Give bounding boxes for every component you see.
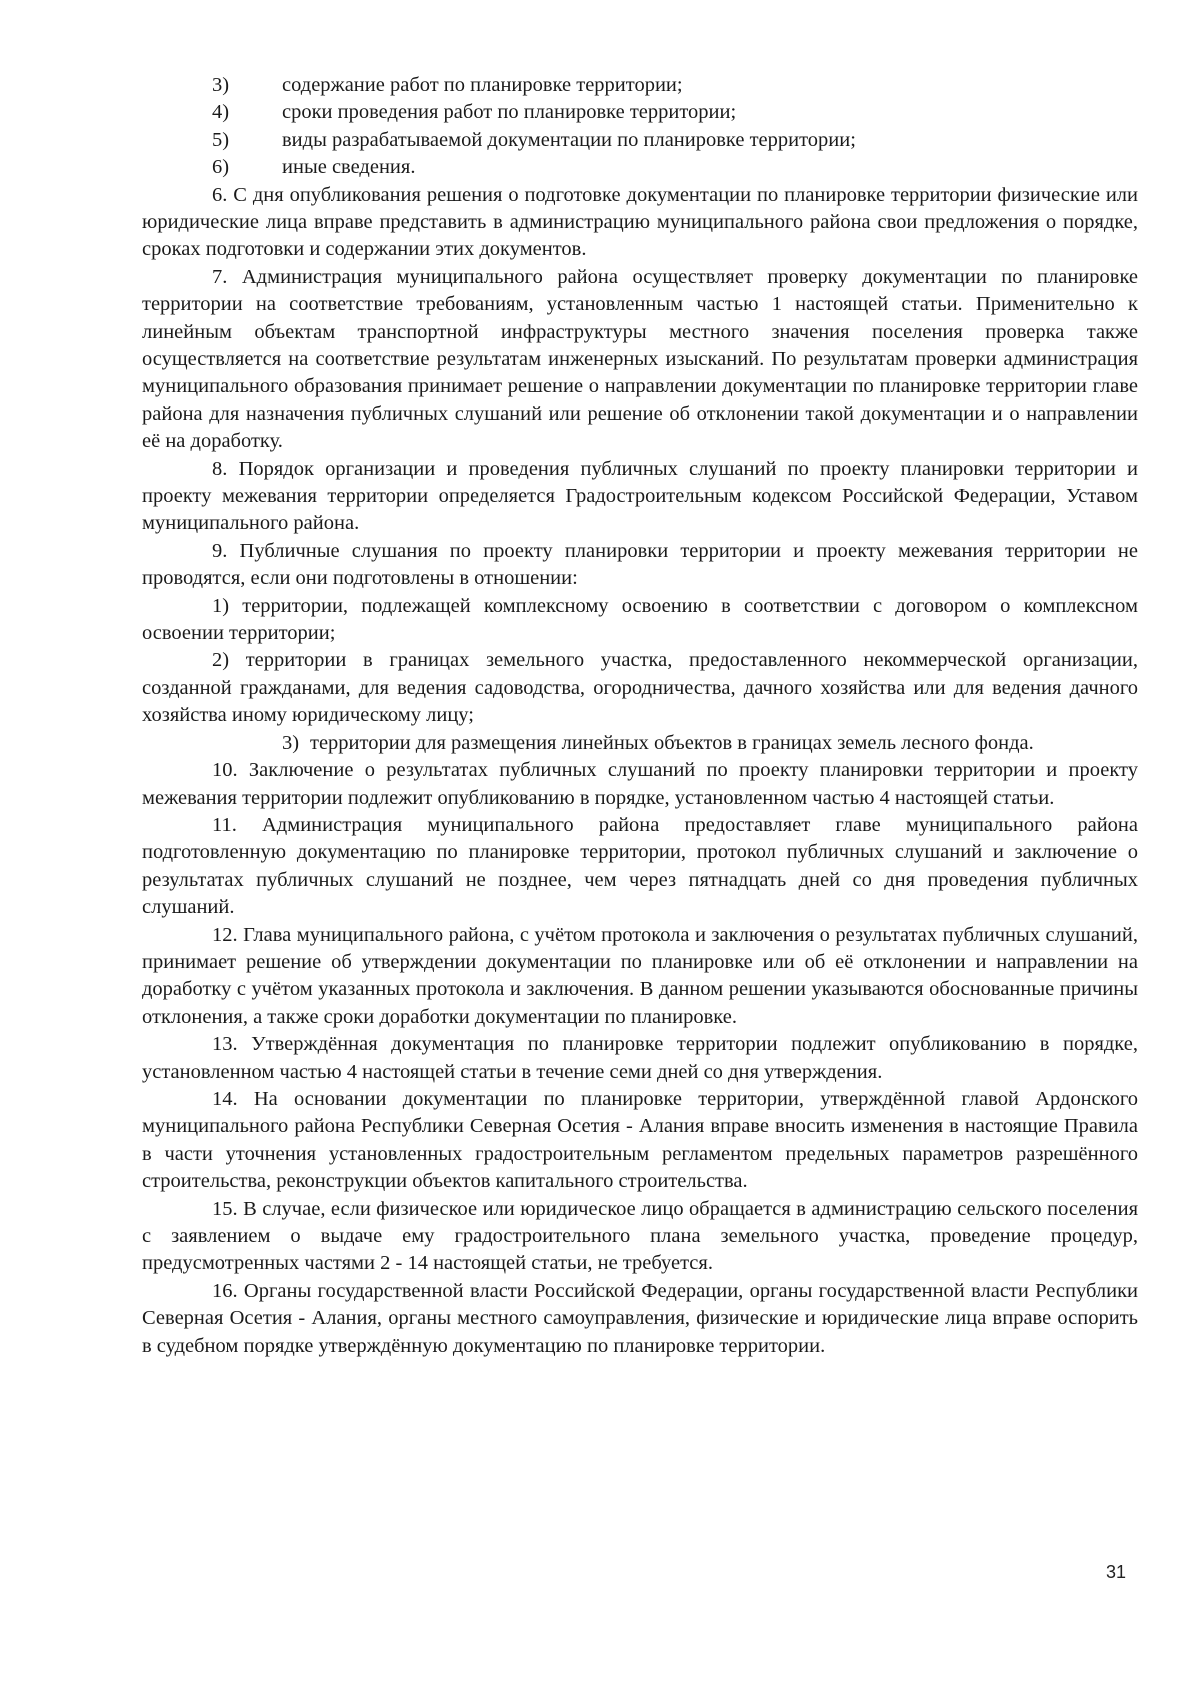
paragraph-9-item-3-number: 3) — [282, 731, 300, 754]
list-item-number: 3) — [212, 74, 230, 96]
paragraph-9-item-1: 1) территории, подлежащей комплексному освоению в соответствии с договором о комплексном освоении территории; — [142, 594, 1138, 645]
paragraph-8: 8. Порядок организации и проведения публичных слушаний по проекту планировки территории и проекту межевания территории определяется Градостроительным кодексом Российской Федерации, Уставом муниципального района. — [142, 457, 1138, 535]
document-page — [142, 72, 1138, 1360]
list-item-text: виды разрабатываемой документации по планировке территории; — [282, 128, 856, 151]
paragraph-15: 15. В случае, если физическое или юридическое лицо обращается в администрацию сельского поселения с заявлением о выдаче ему градостроительного плана земельного участка, проведение процедур, предусмотренных частями 2 - 14 настоящей статьи, не требуется. — [142, 1197, 1138, 1275]
list-item — [142, 154, 1138, 181]
paragraph-14: 14. На основании документации по планировке территории, утверждённой главой Ардонского муниципального района Республики Северная Осетия - Алания вправе вносить изменения в настоящие Правила в части уточнения установленных градостроительным регламентом предельных параметров разрешённого строительства, реконструкции объектов капитального строительства. — [142, 1087, 1138, 1193]
list-item — [142, 99, 1138, 126]
paragraph-6: 6. С дня опубликования решения о подготовке документации по планировке территории физические или юридические лица вправе представить в администрацию муниципального района свои предложения о порядке, сроках подготовки и содержании этих документов. — [142, 183, 1138, 261]
paragraph-16: 16. Органы государственной власти Российской Федерации, органы государственной власти Республики Северная Осетия - Алания, органы местного самоуправления, физические и юридические лица вправе оспорить в судебном порядке утверждённую документацию по планировке территории. — [142, 1279, 1138, 1357]
list-item-text: сроки проведения работ по планировке территории; — [282, 101, 737, 124]
paragraph-11: 11. Администрация муниципального района предоставляет главе муниципального района подготовленную документацию по планировке территории, протокол публичных слушаний и заключение о результатах публичных слушаний не позднее, чем через пятнадцать дней со дня проведения публичных слушаний. — [142, 813, 1138, 919]
list-item-text: содержание работ по планировке территории; — [282, 74, 683, 96]
page-number: 31 — [1106, 1562, 1127, 1582]
paragraph-10: 10. Заключение о результатах публичных слушаний по проекту планировки территории и проекту межевания территории подлежит опубликованию в порядке, установленном частью 4 настоящей статьи. — [142, 759, 1138, 809]
list-item-text: иные сведения. — [282, 156, 416, 179]
paragraph-13: 13. Утверждённая документация по планировке территории подлежит опубликованию в порядке, установленном частью 4 настоящей статьи в течение семи дней со дня утверждения. — [142, 1033, 1138, 1083]
paragraph-12: 12. Глава муниципального района, с учётом протокола и заключения о результатах публичных слушаний, принимает решение об утверждении документации по планировке или об её отклонении и направлении на доработку с учётом указанных протокола и заключения. В данном решении указываются обоснованные причины отклонения, а также сроки доработки документации по планировке. — [142, 923, 1138, 1028]
list-item-number: 5) — [212, 128, 230, 151]
list-item — [142, 72, 1138, 99]
paragraph-9-item-3-text: территории для размещения линейных объектов в границах земель лесного фонда. — [310, 731, 1034, 754]
paragraph-7: 7. Администрация муниципального района осуществляет проверку документации по планировке территории на соответствие требованиям, установленным частью 1 настоящей статьи. Применительно к линейным объектам транспортной инфраструктуры местного значения поселения проверка также осуществляется на соответствие результатам инженерных изысканий. По результатам проверки администрация муниципального образования принимает решение о направлении документации по планировке территории главе района для назначения публичных слушаний или решение об отклонении такой документации и о направлении её на доработку. — [142, 265, 1138, 453]
list-item-number: 4) — [212, 101, 230, 124]
list-item-number: 6) — [212, 156, 230, 179]
paragraph-9: 9. Публичные слушания по проекту планировки территории и проекту межевания территории не проводятся, если они подготовлены в отношении: — [142, 539, 1138, 590]
paragraph-9-item-3 — [142, 730, 1138, 757]
paragraph-9-item-2: 2) территории в границах земельного участка, предоставленного некоммерческой организации, созданной гражданами, для ведения садоводства, огородничества, дачного хозяйства или для ведения дачного хозяйства иному юридическому лицу; — [142, 649, 1138, 727]
list-item — [142, 127, 1138, 154]
